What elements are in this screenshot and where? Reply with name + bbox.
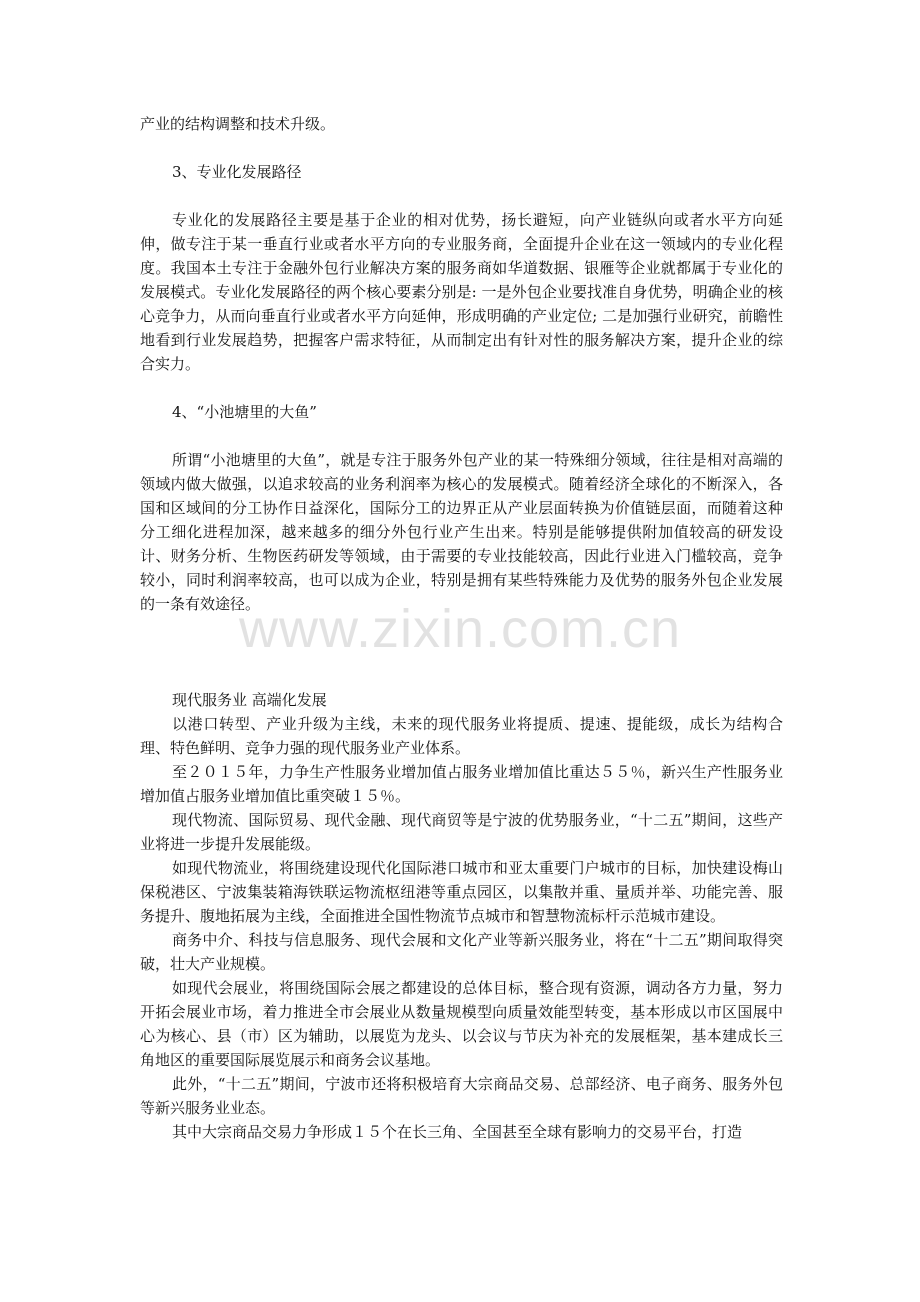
section-paragraph: 如现代会展业，将围绕国际会展之都建设的总体目标，整合现有资源，调动各方力量，努力开拓会展业市场，着力推进全市会展业从数量规模型向质量效能型转变，基本形成以市区国展中心为核心、县（市）区为辅助，以展览为龙头、以会议与节庆为补充的发展框架，基本建成长三角地区的重要国际展览展示和商务会议基地。 <box>140 979 783 1069</box>
section-paragraph: 商务中介、科技与信息服务、现代会展和文化产业等新兴服务业，将在“十二五”期间取得突破，壮大产业规模。 <box>140 931 783 973</box>
section-paragraph: 如现代物流业，将围绕建设现代化国际港口城市和亚太重要门户城市的目标，加快建设梅山保税港区、宁波集装箱海铁联运物流枢纽港等重点园区，以集散并重、量质并举、功能完善、服务提升、腹地拓展为主线，全面推进全国性物流节点城市和智慧物流标杆示范城市建设。 <box>140 859 783 925</box>
heading-4: 4、“小池塘里的大鱼” <box>172 403 317 421</box>
section-title: 现代服务业 高端化发展 <box>172 691 327 709</box>
section-paragraph: 现代物流、国际贸易、现代金融、现代商贸等是宁波的优势服务业，“十二五”期间，这些产业将进一步提升发展能级。 <box>140 811 783 853</box>
heading-3: 3、专业化发展路径 <box>172 163 302 181</box>
section-paragraph: 至２０１５年，力争生产性服务业增加值占服务业增加值比重达５５％，新兴生产性服务业增加值占服务业增加值比重突破１５％。 <box>140 763 783 805</box>
paragraph-big-fish: 所谓“小池塘里的大鱼”，就是专注于服务外包产业的某一特殊细分领域，往往是相对高端的领域内做大做强，以追求较高的业务利润率为核心的发展模式。随着经济全球化的不断深入，各国和区域间的分工协作日益深化，国际分工的边界正从产业层面转换为价值链层面，而随着这种分工细化进程加深，越来越多的细分外包行业产生出来。特别是能够提供附加值较高的研发设计、财务分析、生物医药研发等领域，由于需要的专业技能较高，因此行业进入门槛较高，竞争较小，同时利润率较高，也可以成为企业，特别是拥有某些特殊能力及优势的服务外包企业发展的一条有效途径。 <box>140 451 783 613</box>
section-paragraph: 其中大宗商品交易力争形成１５个在长三角、全国甚至全球有影响力的交易平台，打造 <box>172 1123 743 1141</box>
paragraph-specialization: 专业化的发展路径主要是基于企业的相对优势，扬长避短，向产业链纵向或者水平方向延伸，做专注于某一垂直行业或者水平方向的专业服务商，全面提升企业在这一领域内的专业化程度。我国本土专注于金融外包行业解决方案的服务商如华道数据、银雁等企业就都属于专业化的发展模式。专业化发展路径的两个核心要素分别是: 一是外包企业要找准自身优势，明确企业的核心竞争力，从而向垂直行业或者水平方向延伸，形成明确的产业定位; 二是加强行业研究，前瞻性地看到行业发展趋势，把握客户需求特征，从而制定出有针对性的服务解决方案，提升企业的综合实力。 <box>140 211 783 373</box>
section-paragraph: 此外，“十二五”期间，宁波市还将积极培育大宗商品交易、总部经济、电子商务、服务外包等新兴服务业业态。 <box>140 1075 783 1117</box>
intro-tail-text: 产业的结构调整和技术升级。 <box>140 115 336 133</box>
section-paragraph: 以港口转型、产业升级为主线，未来的现代服务业将提质、提速、提能级，成长为结构合理、特色鲜明、竞争力强的现代服务业产业体系。 <box>140 715 783 757</box>
watermark: www.zixin.com.cn <box>238 599 682 659</box>
section-modern-services <box>140 688 783 1144</box>
